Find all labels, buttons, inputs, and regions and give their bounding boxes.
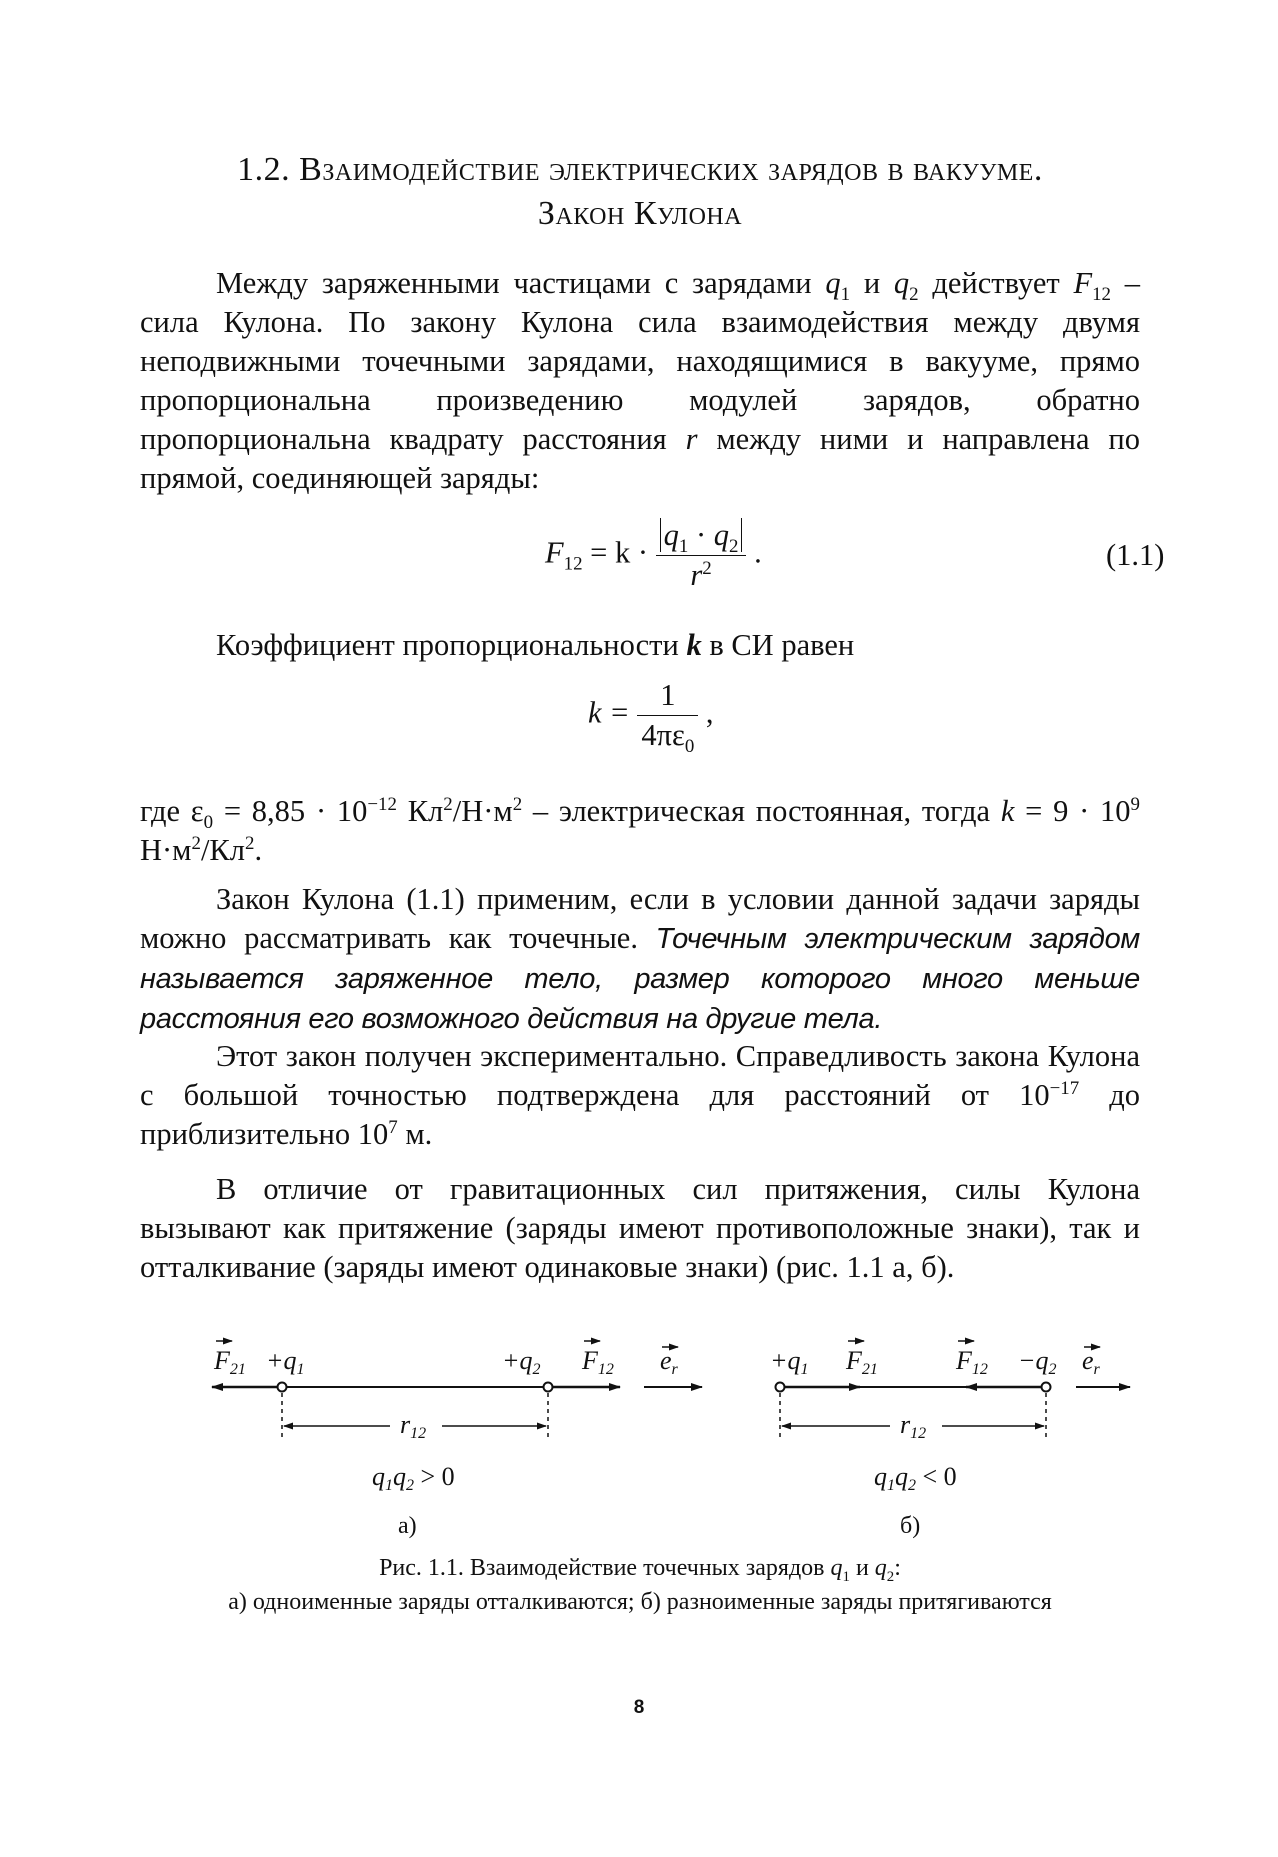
section-title-line-1: 1.2. Взаимодействие электрических зарядов в вакууме. [237, 151, 1043, 188]
b-q2-label: −q2 [1018, 1346, 1057, 1378]
b-F21-label: F21 [846, 1346, 878, 1378]
formula-coefficient-k [588, 678, 714, 758]
b-F12-label: F12 [956, 1346, 988, 1378]
p1-q2: q [893, 266, 910, 300]
p1-F-sub: 12 [1092, 284, 1111, 306]
f2-den: 4πε [641, 718, 685, 752]
f1-num-q2: q [713, 518, 730, 552]
p3-sq1: 2 [443, 793, 453, 815]
f1-abs [660, 518, 743, 558]
p3-sub0: 0 [203, 812, 214, 834]
p4-definition: Точечным электрическим зарядом называется заряженное тело, размер которого много меньше расстояния его возможного действия на другие тела. [140, 923, 1140, 1035]
b-charge-q1-point [776, 1383, 785, 1392]
f1-eq: = k · [582, 535, 656, 570]
paragraph-coefficient [140, 626, 1140, 665]
paragraph-experimental [140, 1037, 1140, 1154]
f1-num-q1-sub: 1 [678, 536, 689, 558]
a-q2-label: +q2 [502, 1346, 541, 1378]
a-q1-label: +q1 [266, 1346, 305, 1378]
p5-exp1: −17 [1049, 1077, 1080, 1099]
caption-text: Рис. 1.1. Взаимодействие точечных зарядов [379, 1555, 831, 1581]
f2-lhs: k = [588, 695, 638, 730]
p2-k: k [686, 628, 702, 662]
p1-r: r [685, 422, 698, 456]
p1-and: и [850, 266, 894, 300]
f2-denominator [637, 718, 698, 758]
b-part-label: б) [900, 1513, 921, 1539]
a-er-label: er [660, 1346, 678, 1378]
figure-coulomb-interaction [180, 1325, 1140, 1565]
a-condition: q1q2 > 0 [372, 1462, 455, 1494]
f2-numerator: 1 [660, 678, 676, 712]
equation-number: (1.1) [1106, 538, 1165, 572]
p3-h: /Кл [200, 833, 245, 867]
a-charge-q1-point [278, 1383, 287, 1392]
f1-numerator [656, 518, 747, 558]
p3-i: . [254, 833, 263, 867]
figure-caption-line-2: а) одноименные заряды отталкиваются; б) разноименные заряды притягиваются [228, 1589, 1052, 1615]
f1-num-dot: · [688, 518, 714, 552]
f1-den-r: r [690, 558, 703, 592]
f2-fraction-bar [637, 715, 698, 716]
p5-a: Этот закон получен экспериментально. Справедливость закона Кулона с большой точностью подтверждена для расстояний от 10 [140, 1039, 1140, 1112]
f1-num-q1: q [663, 518, 679, 552]
f1-end: . [746, 535, 762, 570]
b-charge-q2-point [1042, 1383, 1051, 1392]
f1-fraction [656, 518, 747, 593]
a-part-label: а) [398, 1513, 417, 1539]
p3-f: = 9 · 10 [1014, 794, 1131, 828]
p1-text-c: – сила Кулона. По закону Кулона сила взаимодействия между двумя неподвижными точечными зарядами, находящимися в вакууме, прямо пропорциональна произведению модулей зарядов, обратно пропорциональна квадрату расстояния [140, 266, 1141, 456]
p3-sq4: 2 [244, 832, 255, 854]
p1-text-b: действует [918, 266, 1074, 300]
p3-k: k [1000, 794, 1015, 828]
formula-coulomb-law [545, 518, 762, 593]
p1-q2-sub: 2 [909, 284, 919, 306]
p2-text-a: Коэффициент пропорциональности [216, 628, 687, 662]
p1-text-d: между ними и направлена по прямой, соединяющей заряды: [140, 422, 1140, 495]
p3-exp: −12 [367, 793, 397, 815]
caption-q2-sub: 2 [886, 1568, 895, 1585]
caption-colon: : [894, 1555, 901, 1581]
p6-text: В отличие от гравитационных сил притяжения, силы Кулона вызывают как притяжение (заряды имеют противоположные знаки), так и отталкивание (заряды имеют одинаковые знаки) (рис. 1.1 а, б). [140, 1172, 1140, 1284]
a-charge-q2-point [544, 1383, 553, 1392]
p1-q1: q [825, 266, 841, 300]
f2-end: , [698, 695, 714, 730]
p3-sq3: 2 [191, 832, 201, 854]
caption-q1: q [830, 1555, 843, 1581]
p3-b: = 8,85 · 10 [213, 794, 368, 828]
f2-fraction [637, 678, 698, 758]
figure-part-a [212, 1341, 702, 1539]
p5-exp2: 7 [388, 1116, 398, 1138]
b-r12-label: r12 [900, 1410, 927, 1442]
p2-text-b: в СИ равен [701, 628, 855, 662]
f1-lhs-sub: 12 [563, 553, 583, 575]
f1-num-q2-sub: 2 [729, 536, 739, 558]
p3-a: где ε [140, 794, 204, 828]
caption-q1-sub: 1 [842, 1568, 850, 1585]
a-r12-label: r12 [400, 1410, 427, 1442]
p5-c: м. [397, 1117, 433, 1151]
b-q1-label: +q1 [770, 1346, 809, 1378]
a-F12-label: F12 [582, 1346, 614, 1378]
p3-exp2: 9 [1130, 793, 1140, 815]
p3-c: Кл [396, 794, 444, 828]
p1-F: F [1073, 266, 1093, 300]
caption-and: и [849, 1555, 875, 1581]
caption-q2: q [874, 1555, 887, 1581]
paragraph-epsilon [140, 792, 1140, 870]
figure-caption-line-1 [140, 1551, 1140, 1585]
f1-lhs: F [545, 535, 564, 570]
f1-denominator [656, 558, 747, 593]
p3-e: – электрическая постоянная, тогда [522, 794, 1001, 828]
a-F21-label: F21 [214, 1346, 246, 1378]
p3-d: /Н·м [452, 794, 513, 828]
p1-text-a: Между заряженными частицами с зарядами [216, 266, 826, 300]
p4-text: Закон Кулона (1.1) применим, если в условии данной задачи заряды можно рассматривать как точечные. [140, 882, 1140, 955]
paragraph-point-charge [140, 880, 1140, 1039]
p3-g: Н·м [140, 833, 192, 867]
b-er-label: er [1082, 1346, 1100, 1378]
p3-sq2: 2 [512, 793, 523, 815]
paragraph-coulomb-definition [140, 264, 1140, 498]
page-number: 8 [633, 1697, 645, 1718]
f1-den-exp: 2 [702, 557, 712, 579]
figure-part-b [770, 1341, 1130, 1539]
p5-b: до приблизительно 10 [140, 1078, 1140, 1151]
section-title-line-2: Закон Кулона [537, 195, 743, 232]
paragraph-attraction-repulsion [140, 1170, 1140, 1287]
b-condition: q1q2 < 0 [874, 1462, 957, 1494]
f2-den-sub: 0 [684, 736, 695, 758]
p1-q1-sub: 1 [840, 284, 851, 306]
